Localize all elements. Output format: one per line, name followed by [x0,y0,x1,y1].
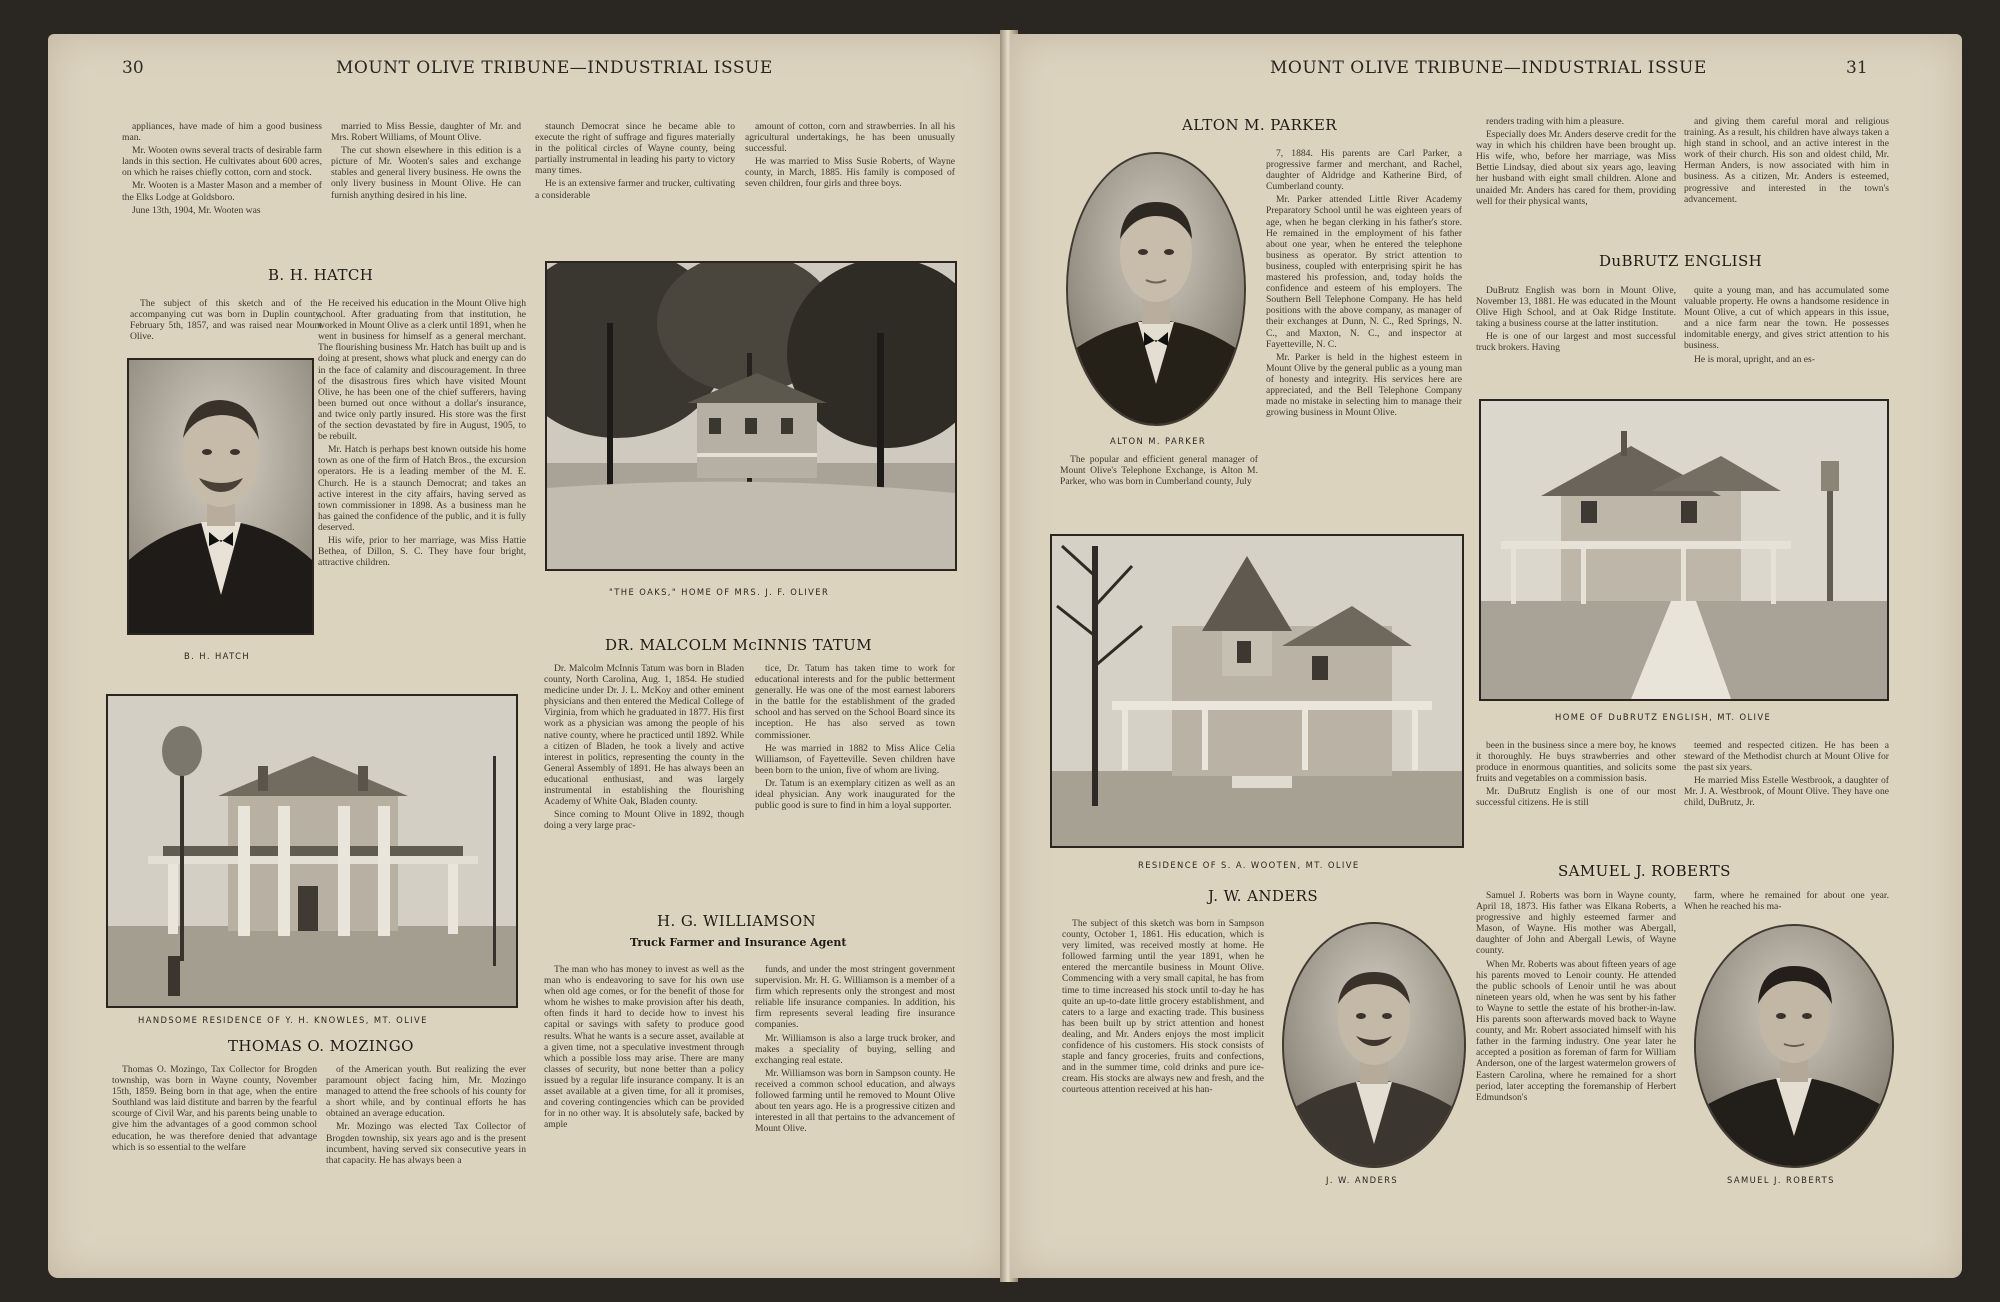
wooten-continued-col1 [122,121,322,239]
wooten-caption: RESIDENCE OF S. A. WOOTEN, MT. OLIVE [1138,860,1360,870]
hatch-intro: The subject of this sketch and of the accompanying cut was born in Duplin county, February 5th, 1857, and was raised near Mount Olive. [130,298,322,343]
paragraph: amount of cotton, corn and strawberries. In all his agricultural undertakings, he has been unusually successful. [745,121,955,155]
paragraph: He was married in 1882 to Miss Alice Celia Williamson, of Fayetteville. Seven children have been born to the union, five of whom are living. [755,742,955,776]
oaks-caption: "THE OAKS," HOME OF MRS. J. F. OLIVER [609,587,830,597]
tatum-col2 [755,663,955,891]
paragraph: Mr. Parker is held in the highest esteem in Mount Olive by the general public as a young man of honesty and integrity. His services here are appreciated, and the Bell Telephone Company made no mistake in selecting him to manage their growing business in Mount Olive. [1266,351,1462,419]
anders-continued-col3 [1476,116,1676,228]
english-house-image [1481,401,1887,699]
hatch-portrait [127,358,314,635]
paragraph: Mr. Wooten owns several tracts of desirable farm lands in this section. He cultivates about 600 acres, on which he raises chiefly cotton, corn and stock. [122,145,322,179]
paragraph: Mr. Mozingo was elected Tax Collector of Brogden township, six years ago and is the present incumbent, having served six consecutive years in that capacity. He has always been a [326,1121,526,1166]
wooten-continued-col2 [331,121,521,239]
paragraph: He was married to Miss Susie Roberts, of Wayne county, in March, 1885. His family is composed of seven children, four girls and three boys. [745,156,955,190]
knowles-caption: HANDSOME RESIDENCE OF Y. H. KNOWLES, MT. OLIVE [138,1015,428,1025]
paragraph: renders trading with him a pleasure. [1486,116,1624,127]
parker-intro: The popular and efficient general manager of Mount Olive's Telephone Exchange, is Alton M. Parker, who was born in Cumberland county, July [1060,454,1258,488]
paragraph: He is an extensive farmer and trucker, cultivating a considerable [535,178,735,201]
paragraph: Especially does Mr. Anders deserve credit for the way in which his children have been brought up. His wife, who, before her marriage, was Miss Bettie Lindsay, died about six years ago, leaving her husband with eight small children. Alone and unaided Mr. Anders has cared for them, providing well for their physical wants, [1476,129,1676,207]
tatum-col1 [544,663,744,891]
paragraph: been in the business since a mere boy, he knows it thoroughly. He buys strawberries and other produce in enormous quantities, and solicits some fruits and vegetables on a commission basis. [1476,740,1676,785]
paragraph: appliances, have made of him a good business man. [122,121,322,144]
paragraph: Mr. Wooten is a Master Mason and a member of the Elks Lodge at Goldsboro. [122,180,322,203]
paragraph: He is moral, upright, and an es- [1694,353,1815,365]
roberts-col1 [1476,890,1676,1190]
paragraph: June 13th, 1904, Mr. Wooten was [132,204,261,216]
parker-portrait [1066,152,1246,426]
paragraph: Since coming to Mount Olive in 1892, though doing a very large prac- [544,809,744,832]
english-heading: DuBRUTZ ENGLISH [1599,252,1763,270]
williamson-heading: H. G. WILLIAMSON [657,912,817,930]
paragraph: The subject of this sketch was born in Sampson county, October 1, 1861. His education, which is very limited, was received mostly at home. He followed farming until the year 1891, when he entered the mercantile business in Mount Olive. Commencing with a very small capital, he has from time to time increased his stock until to-day he has quite an up-to-date little grocery establishment, and caters to a large and exacting trade. This business has been built up by strict attention and honest dealing, and Mr. Anders enjoys the most implicit confidence of his customers. His stock consists of staple and fancy groceries, fruits and confections, and in the summer time, cold drinks and pure ice-cream. His stocks are always new and fresh, and the courteous attention received at his han- [1062,918,1264,1096]
parker-heading: ALTON M. PARKER [1182,116,1337,134]
paragraph: Mr. DuBrutz English is one of our most successful citizens. He is still [1476,786,1676,809]
paragraph: funds, and under the most stringent government supervision. Mr. H. G. Williamson is a member of a firm which represents only the strongest and most reliable life insurance companies. In addition, his firm represents several leading fire insurance companies. [755,964,955,1031]
english-lower-col1 [1476,740,1676,830]
paragraph: The man who has money to invest as well as the man who is endeavoring to save for his own use when old age comes, or for the benefit of those for whom he wishes to make provision after his death, often finds it hard to decide how to invest his capital or savings with safety to produce good results. What he wants is a secure asset, available at a given time, not a speculative investment through which a possible loss may arise. There are many classes of security, but none better than a policy issued by a regular life insurance company. It is an asset available at a given time, for all it promises, and covering contingencies which can be provided for in no other way. It is absolutely safe, backed by ample [544,964,744,1131]
paragraph: and giving them careful moral and religious training. As a result, his children have always taken a high stand in school, and an active interest in the work of their church. His son and oldest child, Mr. Herman Anders, is now associated with him in business. As a citizen, Mr. Anders is esteemed, progressive and interested in the town's advancement. [1684,116,1889,205]
paragraph: staunch Democrat since he became able to execute the right of suffrage and figures materially in the political circles of Wayne county, being partially instrumental in leading his party to victory many times. [535,121,735,177]
paragraph: The cut shown elsewhere in this edition is a picture of Mr. Wooten's sales and exchange stables and general livery business. He owns the only livery business in Mount Olive. He can furnish anything desired in his line. [331,145,521,201]
english-col1 [1476,285,1676,395]
roberts-heading: SAMUEL J. ROBERTS [1558,862,1731,880]
oaks-house-image [547,263,955,569]
williamson-col2 [755,964,955,1190]
paragraph: Mr. Parker attended Little River Academy Preparatory School until he was eighteen years of age, when he began clerking in his father's store. He remained in the employment of his father about one year, when he entered the telephone business as operator. By strict attention to business, coupled with enterprising spirit he has mastered his profession, and, today holds the confidence and esteem of his employers. The Southern Bell Telephone Company. He has held positions with the above company, as manager of their exchanges at Dunn, N. C., Red Springs, N. C., and Maxton, N. C., and inspector at Fayetteville, N. C. [1266,194,1462,350]
english-lower-col2 [1684,740,1889,830]
anders-portrait-figure [1284,924,1464,1166]
paragraph: 7, 1884. His parents are Carl Parker, a progressive farmer and merchant, and Rachel, daughter of Aldridge and Katherine Bird, of Cumberland county. [1266,148,1462,193]
roberts-caption: SAMUEL J. ROBERTS [1727,1175,1835,1185]
mozingo-col2 [326,1064,526,1192]
mozingo-heading: THOMAS O. MOZINGO [228,1037,414,1055]
parker-body [1266,148,1462,536]
williamson-subhead: Truck Farmer and Insurance Agent [630,936,847,949]
hatch-portrait-figure [129,360,312,633]
paragraph: Dr. Malcolm McInnis Tatum was born in Bladen county, North Carolina, Aug. 1, 1854. He studied medicine under Dr. J. L. McKoy and other eminent physicians and then entered the Medical College of Virginia, from which he graduated in 1877. His first work as a physician was among the people of his native county, where he practiced until 1892. While a citizen of Bladen, he took a lively and active interest in politics, representing the county in the General Assembly of 1891. He has always been an educational enthusiast, and was largely instrumental in establishing the flourishing Academy of White Oak, Bladen county. [544,663,744,808]
continued-col3 [535,121,735,211]
anders-continued-col4 [1684,116,1889,228]
roberts-col2 [1684,890,1889,920]
paragraph: married to Miss Bessie, daughter of Mr. and Mrs. Robert Williams, of Mount Olive. [331,121,521,144]
anders-body [1062,918,1264,1188]
roberts-portrait [1694,924,1894,1168]
paragraph: of the American youth. But realizing the ever paramount object facing him, Mr. Mozingo managed to attend the free schools of his county for a short while, and by continual efforts he has obtained an average education. [326,1064,526,1120]
continued-col4 [745,121,955,211]
paragraph: quite a young man, and has accumulated some valuable property. He owns a handsome residence in Mount Olive, a cut of which appears in this issue, and a nice farm near the town. He possesses indomitable energy, and gives strict attention to his business. [1684,285,1889,352]
page-number-left: 30 [122,58,144,78]
paragraph: Mr. Hatch is perhaps best known outside his home town as one of the firm of Hatch Bros., the excursion operators. He is a leading member of the M. E. Church. He is a staunch Democrat; and takes an active interest in the city affairs, having served as town commissioner in 1898. As a business man he has gained the confidence of the public, and it is fully deserved. [318,444,526,533]
parker-portrait-figure [1068,154,1244,424]
paragraph: He married Miss Estelle Westbrook, a daughter of Mr. J. A. Westbrook, of Mount Olive. They have one child, DuBrutz, Jr. [1684,775,1889,809]
knowles-residence-photo [106,694,518,1008]
knowles-house-image [108,696,516,1006]
paragraph: Mr. Williamson is also a large truck broker, and makes a speciality of buying, selling and exchanging real estate. [755,1032,955,1066]
hatch-caption: B. H. HATCH [184,651,251,661]
oaks-photo [545,261,957,571]
roberts-portrait-figure [1696,926,1892,1166]
paragraph: His wife, prior to her marriage, was Miss Hattie Bethea, of Dillon, S. C. They have four bright, attractive children. [318,534,526,569]
williamson-col1 [544,964,744,1190]
paragraph: He is one of our largest and most successful truck brokers. Having [1476,331,1676,354]
paragraph: farm, where he remained for about one year. When he reached his ma- [1684,890,1889,913]
paragraph: Samuel J. Roberts was born in Wayne county, April 18, 1873. His father was Elkana Roberts, a progressive and highly esteemed farmer and Mason, of Wayne. His mother was Abergall, daughter of John and Abergall Lewis, of Wayne county. [1476,890,1676,957]
anders-caption: J. W. ANDERS [1326,1175,1399,1185]
hatch-heading: B. H. HATCH [268,266,374,284]
hatch-body [318,298,526,668]
tatum-heading: DR. MALCOLM McINNIS TATUM [605,636,872,654]
english-caption: HOME OF DuBRUTZ ENGLISH, MT. OLIVE [1555,712,1772,722]
english-col2 [1684,285,1889,395]
wooten-residence-photo [1050,534,1464,848]
parker-caption: ALTON M. PARKER [1110,436,1207,446]
mozingo-col1 [112,1064,317,1192]
paragraph: DuBrutz English was born in Mount Olive, November 13, 1881. He was educated in the Mount Olive High School, and at Oak Ridge Institute. taking a business course at the latter institution. [1476,285,1676,330]
paragraph: Dr. Tatum is an exemplary citizen as well as an ideal physician. Any work inaugurated for the public good is sure to find in him a loyal supporter. [755,777,955,812]
anders-heading: J. W. ANDERS [1208,887,1319,905]
page-number-right: 31 [1846,58,1868,78]
wooten-house-image [1052,536,1462,846]
paragraph: Thomas O. Mozingo, Tax Collector for Brogden township, was born in Wayne county, November 15th, 1859. Being born in that age, when the entire Southland was laid distitute and barren by the fearful scourge of Civil War, and his parents being unable to give him the advantages of a good common school education, he was therefore denied that advantage which is so essential to the welfare [112,1064,317,1153]
paragraph: Mr. Williamson was born in Sampson county. He received a common school education, and always followed farming until he removed to Mount Olive about ten years ago. He is a progressive citizen and interested in all that pertains to the advancement of Mount Olive. [755,1067,955,1135]
paragraph: tice, Dr. Tatum has taken time to work for educational interests and for the public betterment generally. He was one of the most earnest laborers in the battle for the establishment of the graded school and has served on the School Board since its inception. He has also served as town commissioner. [755,663,955,741]
page-header-left: MOUNT OLIVE TRIBUNE—INDUSTRIAL ISSUE [336,58,773,78]
paragraph: He received his education in the Mount Olive high school. After graduating from that institution, he worked in Mount Olive as a clerk until 1891, when he went in business for himself as a general merchant. The flourishing business Mr. Hatch has built up and is doing at present, shows what pluck and energy can do in the face of calamity and discouragement. In three of the disastrous fires which have visited Mount Olive, he has been one of the chief sufferers, having been burned out once without a dollar's insurance, and twice only partly insured. His store was the first of the section devastated by fire in August, 1905, to be rebuilt. [318,298,526,443]
paragraph: When Mr. Roberts was about fifteen years of age his parents moved to Lenoir county. He attended the public schools of Lenoir until he was about nineteen years old, when he was sent by his father to Wayne to settle the estate of his brother-in-law. His parents soon afterwards moved back to Wayne county, and Mr. Robert associated himself with his father in the farming industry. One year later he accepted a position as foreman of farm for William Anderson, one of the largest watermelon growers of Eastern Carolina, where he remained for a short period, later accepting the foremanship of Herbert Edmundson's [1476,958,1676,1103]
paragraph: teemed and respected citizen. He has been a steward of the Methodist church at Mount Olive for the past six years. [1684,740,1889,774]
page-header-right: MOUNT OLIVE TRIBUNE—INDUSTRIAL ISSUE [1270,58,1707,78]
english-home-photo [1479,399,1889,701]
anders-portrait [1282,922,1466,1168]
